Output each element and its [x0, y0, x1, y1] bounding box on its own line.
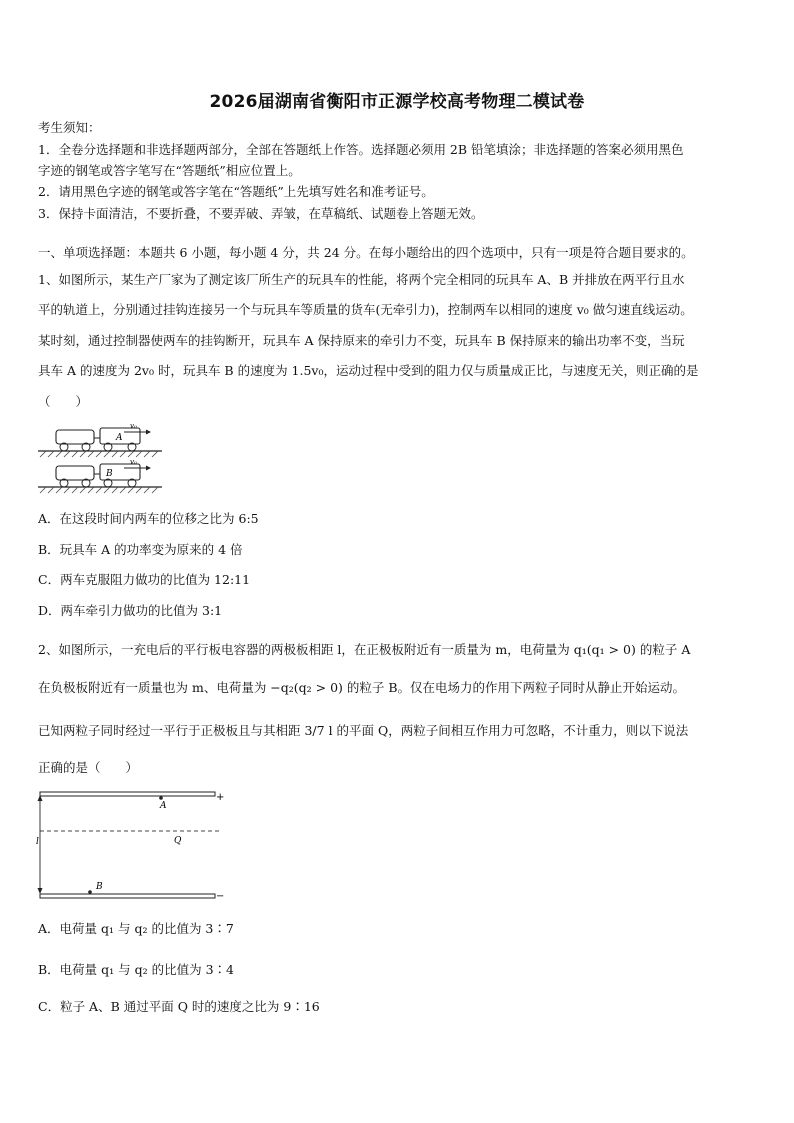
q1-toy-car-figure	[36, 420, 166, 496]
q2-stem-line: 在负极板附近有一质量也为 m、电荷量为 −q₂(q₂ > 0) 的粒子 B。仅在电场力的作用下两粒子同时从静止开始运动。	[38, 680, 686, 695]
section-heading: 一、单项选择题：本题共 6 小题，每小题 4 分，共 24 分。在每小题给出的四个选项中，只有一项是符合题目要求的。	[38, 245, 694, 260]
q1-car-a-label: A	[116, 433, 123, 443]
q2-label-q: Q	[174, 836, 182, 846]
q1-stem-line: 平的轨道上，分别通过挂钩连接另一个与玩具车等质量的货车(无牵引力)，控制两车以相同的速度 v₀ 做匀速直线运动。	[38, 302, 693, 317]
q1-stem-line: 某时刻，通过控制器使两车的挂钩断开，玩具车 A 保持原来的牵引力不变，玩具车 B 保持原来的输出功率不变，当玩	[38, 333, 685, 348]
notice-item: 1．全卷分选择题和非选择题两部分，全部在答题纸上作答。选择题必须用 2B 铅笔填涂；非选择题的答案必须用黑色	[38, 142, 684, 157]
q1-stem-line: 1、如图所示，某生产厂家为了测定该厂所生产的玩具车的性能，将两个完全相同的玩具车 A、B 并排放在两平行且水	[38, 272, 685, 287]
q2-stem-line: 已知两粒子同时经过一平行于正极板且与其相距 3/7 l 的平面 Q，两粒子间相互作用力可忽略，不计重力，则以下说法	[38, 723, 689, 738]
q1-stem-line: （ ）	[38, 394, 89, 409]
q2-plus-sign: +	[216, 792, 225, 803]
q1-velocity-label: v₀	[130, 422, 137, 430]
notice-item: 字迹的钢笔或答字笔写在“答题纸”相应位置上。	[38, 163, 301, 178]
q2-label-b: B	[96, 882, 103, 892]
q2-stem-line: 正确的是（ ）	[38, 760, 139, 775]
page-title: 2026届湖南省衡阳市正源学校高考物理二模试卷	[209, 92, 585, 112]
q2-stem-line: 2、如图所示，一充电后的平行板电容器的两极板相距 l，在正极板附近有一质量为 m，电荷量为 q₁(q₁ > 0) 的粒子 A	[38, 642, 691, 657]
q2-minus-sign: −	[216, 891, 225, 902]
q1-velocity-label-b: v₀	[130, 458, 137, 466]
q2-option-b: B．电荷量 q₁ 与 q₂ 的比值为 3∶4	[38, 962, 234, 977]
q1-option-d: D．两车牵引力做功的比值为 3:1	[38, 603, 223, 618]
q2-option-a: A．电荷量 q₁ 与 q₂ 的比值为 3∶7	[38, 921, 234, 936]
q2-capacitor-figure	[30, 786, 230, 902]
q2-option-c: C．粒子 A、B 通过平面 Q 时的速度之比为 9∶16	[38, 999, 320, 1014]
q1-option-b: B．玩具车 A 的功率变为原来的 4 倍	[38, 542, 243, 557]
notice-heading: 考生须知：	[38, 120, 101, 135]
q2-label-l: l	[36, 837, 39, 847]
q1-option-a: A．在这段时间内两车的位移之比为 6:5	[38, 511, 259, 526]
q1-car-b-label: B	[106, 469, 113, 479]
notice-item: 3．保持卡面清洁，不要折叠，不要弄破、弄皱，在草稿纸、试题卷上答题无效。	[38, 206, 484, 221]
q1-option-c: C．两车克服阻力做功的比值为 12:11	[38, 572, 251, 587]
notice-item: 2．请用黑色字迹的钢笔或答字笔在“答题纸”上先填写姓名和准考证号。	[38, 184, 434, 199]
q1-stem-line: 具车 A 的速度为 2v₀ 时，玩具车 B 的速度为 1.5v₀，运动过程中受到的阻力仅与质量成正比，与速度无关，则正确的是	[38, 363, 699, 378]
q2-label-a: A	[160, 801, 167, 811]
